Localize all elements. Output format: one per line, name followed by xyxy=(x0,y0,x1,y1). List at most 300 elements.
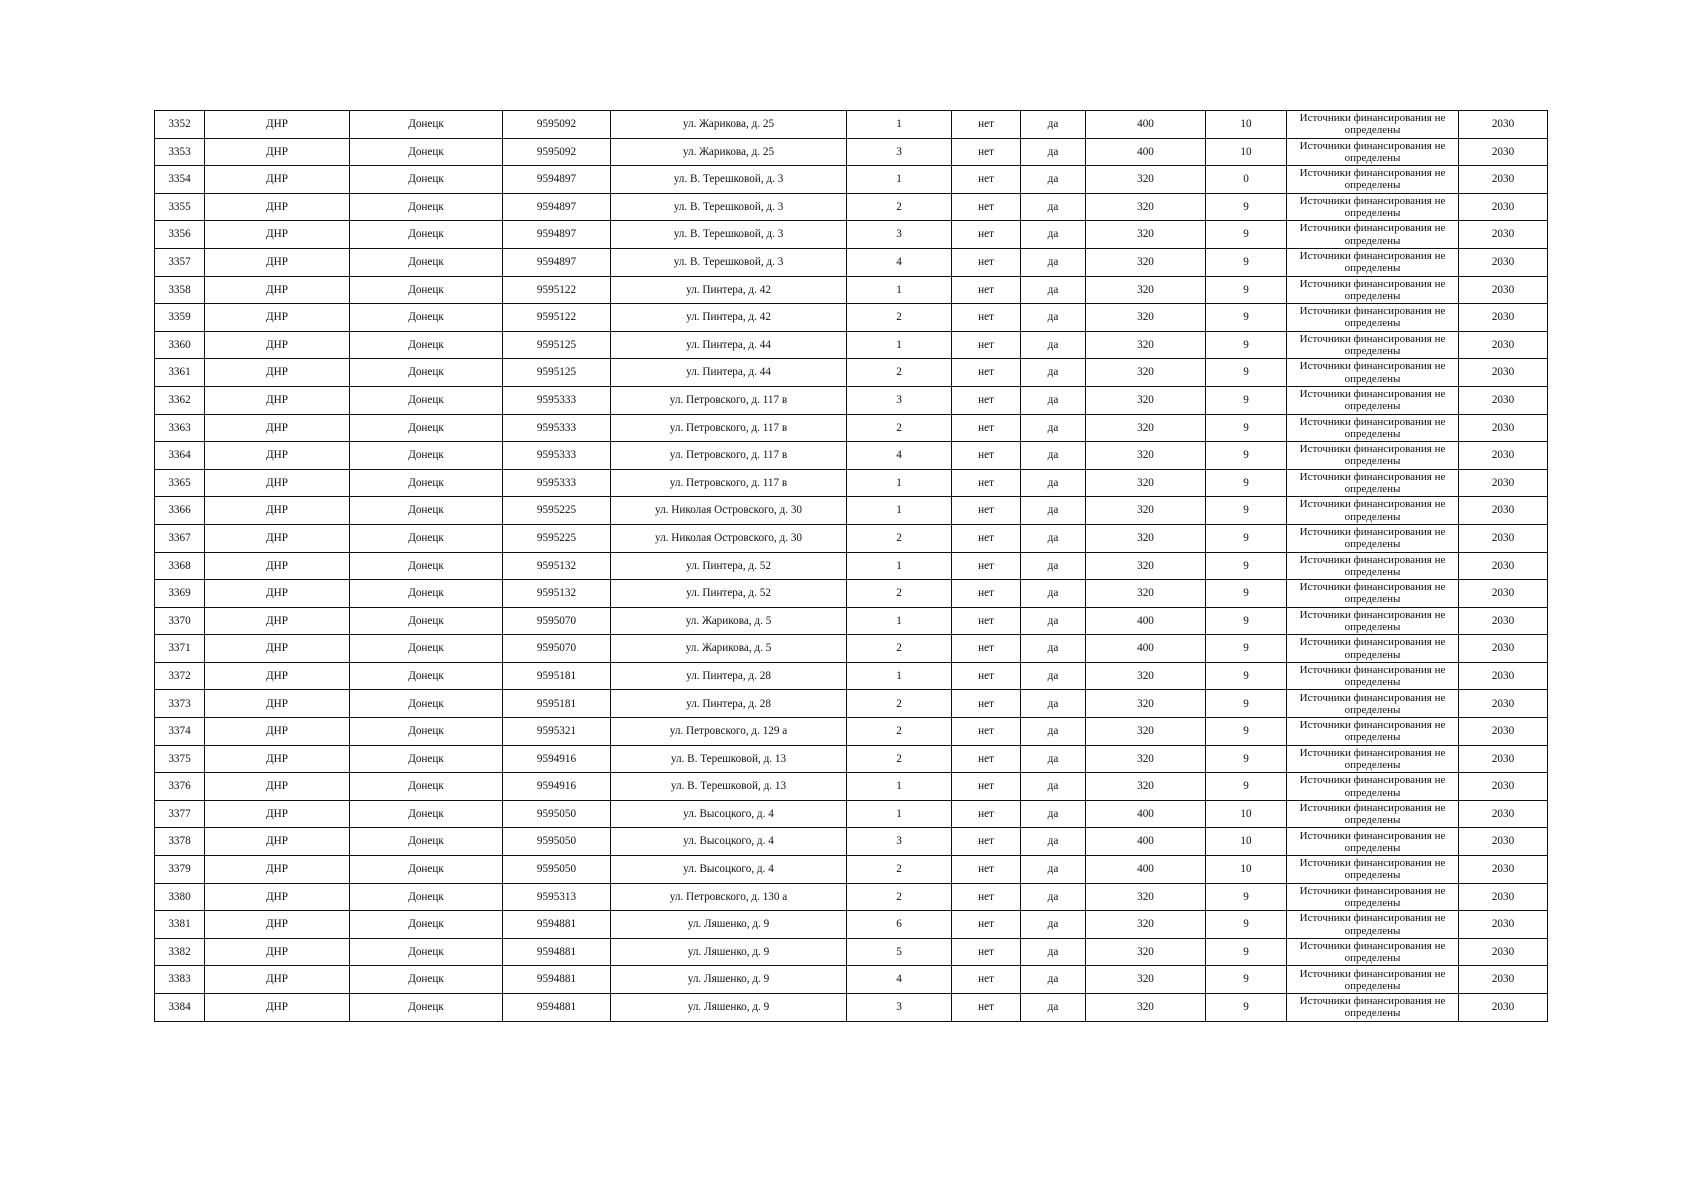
cell-floors: 0 xyxy=(1206,166,1287,194)
cell-col-yes: да xyxy=(1021,938,1086,966)
cell-region: ДНР xyxy=(205,442,350,470)
cell-financing-note: Источники финансирования не определены xyxy=(1287,800,1459,828)
cell-col-yes: да xyxy=(1021,193,1086,221)
cell-year: 2030 xyxy=(1459,552,1548,580)
cell-city: Донецк xyxy=(350,883,503,911)
cell-object-code: 9595181 xyxy=(503,662,611,690)
cell-city: Донецк xyxy=(350,166,503,194)
cell-city: Донецк xyxy=(350,994,503,1022)
cell-address: ул. Пинтера, д. 28 xyxy=(611,690,847,718)
cell-year: 2030 xyxy=(1459,883,1548,911)
cell-address: ул. Высоцкого, д. 4 xyxy=(611,856,847,884)
cell-col-yes: да xyxy=(1021,248,1086,276)
cell-row-number: 3367 xyxy=(155,524,205,552)
cell-floors: 9 xyxy=(1206,221,1287,249)
cell-entrance-number: 1 xyxy=(847,111,952,139)
cell-capacity: 320 xyxy=(1086,497,1206,525)
cell-entrance-number: 2 xyxy=(847,193,952,221)
cell-entrance-number: 4 xyxy=(847,966,952,994)
cell-capacity: 320 xyxy=(1086,745,1206,773)
cell-financing-note: Источники финансирования не определены xyxy=(1287,690,1459,718)
table-row xyxy=(155,276,1548,304)
cell-capacity: 320 xyxy=(1086,359,1206,387)
cell-col-yes: да xyxy=(1021,773,1086,801)
cell-address: ул. Петровского, д. 117 в xyxy=(611,414,847,442)
cell-region: ДНР xyxy=(205,414,350,442)
cell-col-no: нет xyxy=(952,828,1021,856)
table-row xyxy=(155,690,1548,718)
cell-capacity: 320 xyxy=(1086,248,1206,276)
table-row xyxy=(155,497,1548,525)
cell-city: Донецк xyxy=(350,221,503,249)
cell-city: Донецк xyxy=(350,552,503,580)
cell-year: 2030 xyxy=(1459,800,1548,828)
cell-city: Донецк xyxy=(350,469,503,497)
cell-row-number: 3356 xyxy=(155,221,205,249)
cell-floors: 9 xyxy=(1206,524,1287,552)
cell-entrance-number: 1 xyxy=(847,552,952,580)
cell-region: ДНР xyxy=(205,800,350,828)
cell-col-yes: да xyxy=(1021,745,1086,773)
cell-entrance-number: 2 xyxy=(847,524,952,552)
cell-region: ДНР xyxy=(205,966,350,994)
cell-col-no: нет xyxy=(952,883,1021,911)
cell-object-code: 9595321 xyxy=(503,718,611,746)
cell-entrance-number: 3 xyxy=(847,138,952,166)
cell-col-no: нет xyxy=(952,911,1021,939)
cell-row-number: 3377 xyxy=(155,800,205,828)
table-row xyxy=(155,469,1548,497)
cell-floors: 9 xyxy=(1206,718,1287,746)
cell-capacity: 320 xyxy=(1086,524,1206,552)
cell-address: ул. Петровского, д. 130 а xyxy=(611,883,847,911)
cell-capacity: 400 xyxy=(1086,828,1206,856)
cell-col-yes: да xyxy=(1021,414,1086,442)
cell-object-code: 9594881 xyxy=(503,911,611,939)
cell-address: ул. Высоцкого, д. 4 xyxy=(611,828,847,856)
cell-address: ул. Пинтера, д. 44 xyxy=(611,359,847,387)
cell-object-code: 9595132 xyxy=(503,580,611,608)
cell-object-code: 9594881 xyxy=(503,966,611,994)
cell-capacity: 320 xyxy=(1086,938,1206,966)
cell-city: Донецк xyxy=(350,856,503,884)
cell-entrance-number: 1 xyxy=(847,469,952,497)
cell-financing-note: Источники финансирования не определены xyxy=(1287,138,1459,166)
cell-city: Донецк xyxy=(350,359,503,387)
cell-capacity: 320 xyxy=(1086,304,1206,332)
cell-floors: 10 xyxy=(1206,828,1287,856)
cell-col-yes: да xyxy=(1021,359,1086,387)
cell-year: 2030 xyxy=(1459,166,1548,194)
cell-col-no: нет xyxy=(952,994,1021,1022)
cell-floors: 9 xyxy=(1206,442,1287,470)
table-row xyxy=(155,248,1548,276)
cell-capacity: 400 xyxy=(1086,800,1206,828)
cell-address: ул. Пинтера, д. 44 xyxy=(611,331,847,359)
cell-year: 2030 xyxy=(1459,911,1548,939)
cell-col-yes: да xyxy=(1021,994,1086,1022)
table-row xyxy=(155,580,1548,608)
cell-row-number: 3359 xyxy=(155,304,205,332)
cell-floors: 10 xyxy=(1206,111,1287,139)
cell-year: 2030 xyxy=(1459,414,1548,442)
cell-floors: 9 xyxy=(1206,304,1287,332)
cell-row-number: 3360 xyxy=(155,331,205,359)
cell-col-yes: да xyxy=(1021,111,1086,139)
cell-capacity: 320 xyxy=(1086,442,1206,470)
cell-col-no: нет xyxy=(952,331,1021,359)
cell-row-number: 3368 xyxy=(155,552,205,580)
cell-year: 2030 xyxy=(1459,386,1548,414)
table-row xyxy=(155,662,1548,690)
cell-col-no: нет xyxy=(952,718,1021,746)
cell-col-no: нет xyxy=(952,773,1021,801)
cell-address: ул. Николая Островского, д. 30 xyxy=(611,497,847,525)
cell-col-no: нет xyxy=(952,442,1021,470)
cell-region: ДНР xyxy=(205,386,350,414)
cell-entrance-number: 6 xyxy=(847,911,952,939)
cell-object-code: 9594897 xyxy=(503,248,611,276)
cell-financing-note: Источники финансирования не определены xyxy=(1287,607,1459,635)
cell-region: ДНР xyxy=(205,828,350,856)
cell-capacity: 400 xyxy=(1086,111,1206,139)
cell-region: ДНР xyxy=(205,718,350,746)
cell-col-no: нет xyxy=(952,497,1021,525)
cell-year: 2030 xyxy=(1459,248,1548,276)
cell-financing-note: Источники финансирования не определены xyxy=(1287,828,1459,856)
cell-col-no: нет xyxy=(952,359,1021,387)
cell-city: Донецк xyxy=(350,111,503,139)
cell-entrance-number: 1 xyxy=(847,276,952,304)
cell-col-no: нет xyxy=(952,938,1021,966)
table-row xyxy=(155,745,1548,773)
cell-city: Донецк xyxy=(350,635,503,663)
cell-year: 2030 xyxy=(1459,276,1548,304)
cell-col-no: нет xyxy=(952,552,1021,580)
cell-year: 2030 xyxy=(1459,828,1548,856)
cell-row-number: 3370 xyxy=(155,607,205,635)
cell-financing-note: Источники финансирования не определены xyxy=(1287,635,1459,663)
cell-year: 2030 xyxy=(1459,497,1548,525)
cell-city: Донецк xyxy=(350,276,503,304)
cell-col-yes: да xyxy=(1021,386,1086,414)
cell-financing-note: Источники финансирования не определены xyxy=(1287,193,1459,221)
cell-entrance-number: 1 xyxy=(847,166,952,194)
cell-address: ул. Пинтера, д. 42 xyxy=(611,304,847,332)
table-row xyxy=(155,552,1548,580)
cell-object-code: 9595070 xyxy=(503,607,611,635)
cell-region: ДНР xyxy=(205,662,350,690)
cell-capacity: 400 xyxy=(1086,607,1206,635)
cell-region: ДНР xyxy=(205,994,350,1022)
cell-region: ДНР xyxy=(205,607,350,635)
cell-financing-note: Источники финансирования не определены xyxy=(1287,111,1459,139)
cell-region: ДНР xyxy=(205,111,350,139)
cell-financing-note: Источники финансирования не определены xyxy=(1287,580,1459,608)
cell-year: 2030 xyxy=(1459,111,1548,139)
cell-row-number: 3383 xyxy=(155,966,205,994)
cell-row-number: 3352 xyxy=(155,111,205,139)
cell-row-number: 3384 xyxy=(155,994,205,1022)
cell-object-code: 9594916 xyxy=(503,745,611,773)
cell-financing-note: Источники финансирования не определены xyxy=(1287,248,1459,276)
cell-year: 2030 xyxy=(1459,304,1548,332)
cell-object-code: 9595225 xyxy=(503,524,611,552)
cell-entrance-number: 2 xyxy=(847,883,952,911)
cell-capacity: 320 xyxy=(1086,718,1206,746)
cell-year: 2030 xyxy=(1459,938,1548,966)
table-row xyxy=(155,193,1548,221)
cell-row-number: 3355 xyxy=(155,193,205,221)
cell-object-code: 9595181 xyxy=(503,690,611,718)
cell-row-number: 3363 xyxy=(155,414,205,442)
cell-financing-note: Источники финансирования не определены xyxy=(1287,524,1459,552)
table-row xyxy=(155,718,1548,746)
cell-entrance-number: 2 xyxy=(847,304,952,332)
table-body xyxy=(155,111,1548,1022)
cell-entrance-number: 2 xyxy=(847,580,952,608)
cell-col-no: нет xyxy=(952,193,1021,221)
cell-object-code: 9594916 xyxy=(503,773,611,801)
cell-region: ДНР xyxy=(205,193,350,221)
table-row xyxy=(155,856,1548,884)
cell-entrance-number: 1 xyxy=(847,773,952,801)
cell-col-yes: да xyxy=(1021,662,1086,690)
table-row xyxy=(155,938,1548,966)
cell-col-no: нет xyxy=(952,607,1021,635)
cell-entrance-number: 1 xyxy=(847,800,952,828)
cell-floors: 9 xyxy=(1206,276,1287,304)
cell-floors: 9 xyxy=(1206,773,1287,801)
cell-object-code: 9594897 xyxy=(503,166,611,194)
table-row xyxy=(155,166,1548,194)
cell-row-number: 3371 xyxy=(155,635,205,663)
cell-city: Донецк xyxy=(350,580,503,608)
cell-entrance-number: 2 xyxy=(847,414,952,442)
cell-year: 2030 xyxy=(1459,635,1548,663)
table-row xyxy=(155,883,1548,911)
cell-capacity: 320 xyxy=(1086,911,1206,939)
cell-object-code: 9595050 xyxy=(503,828,611,856)
cell-col-yes: да xyxy=(1021,497,1086,525)
cell-capacity: 320 xyxy=(1086,966,1206,994)
cell-capacity: 320 xyxy=(1086,662,1206,690)
cell-capacity: 320 xyxy=(1086,193,1206,221)
cell-year: 2030 xyxy=(1459,138,1548,166)
cell-capacity: 320 xyxy=(1086,469,1206,497)
cell-floors: 10 xyxy=(1206,138,1287,166)
cell-financing-note: Источники финансирования не определены xyxy=(1287,552,1459,580)
table-row xyxy=(155,828,1548,856)
cell-financing-note: Источники финансирования не определены xyxy=(1287,773,1459,801)
cell-entrance-number: 1 xyxy=(847,497,952,525)
cell-col-yes: да xyxy=(1021,800,1086,828)
cell-financing-note: Источники финансирования не определены xyxy=(1287,304,1459,332)
table-row xyxy=(155,607,1548,635)
cell-region: ДНР xyxy=(205,883,350,911)
cell-object-code: 9595333 xyxy=(503,442,611,470)
cell-region: ДНР xyxy=(205,304,350,332)
cell-region: ДНР xyxy=(205,276,350,304)
cell-address: ул. Ляшенко, д. 9 xyxy=(611,938,847,966)
cell-city: Донецк xyxy=(350,911,503,939)
cell-address: ул. Николая Островского, д. 30 xyxy=(611,524,847,552)
cell-object-code: 9595092 xyxy=(503,111,611,139)
cell-city: Донецк xyxy=(350,745,503,773)
cell-entrance-number: 1 xyxy=(847,662,952,690)
cell-region: ДНР xyxy=(205,138,350,166)
cell-entrance-number: 2 xyxy=(847,745,952,773)
cell-floors: 9 xyxy=(1206,966,1287,994)
cell-object-code: 9595122 xyxy=(503,304,611,332)
cell-object-code: 9595070 xyxy=(503,635,611,663)
cell-entrance-number: 2 xyxy=(847,359,952,387)
cell-city: Донецк xyxy=(350,497,503,525)
cell-col-no: нет xyxy=(952,635,1021,663)
cell-city: Донецк xyxy=(350,662,503,690)
cell-col-no: нет xyxy=(952,690,1021,718)
cell-financing-note: Источники финансирования не определены xyxy=(1287,414,1459,442)
cell-financing-note: Источники финансирования не определены xyxy=(1287,442,1459,470)
cell-object-code: 9595092 xyxy=(503,138,611,166)
cell-row-number: 3376 xyxy=(155,773,205,801)
cell-city: Донецк xyxy=(350,524,503,552)
cell-entrance-number: 3 xyxy=(847,386,952,414)
cell-city: Донецк xyxy=(350,386,503,414)
table-row xyxy=(155,635,1548,663)
cell-financing-note: Источники финансирования не определены xyxy=(1287,994,1459,1022)
cell-region: ДНР xyxy=(205,359,350,387)
cell-object-code: 9595132 xyxy=(503,552,611,580)
cell-col-yes: да xyxy=(1021,469,1086,497)
cell-col-yes: да xyxy=(1021,331,1086,359)
cell-address: ул. Ляшенко, д. 9 xyxy=(611,911,847,939)
table-row xyxy=(155,966,1548,994)
cell-floors: 10 xyxy=(1206,856,1287,884)
cell-row-number: 3357 xyxy=(155,248,205,276)
cell-region: ДНР xyxy=(205,221,350,249)
cell-financing-note: Источники финансирования не определены xyxy=(1287,745,1459,773)
cell-col-yes: да xyxy=(1021,635,1086,663)
cell-address: ул. Пинтера, д. 52 xyxy=(611,552,847,580)
cell-year: 2030 xyxy=(1459,994,1548,1022)
cell-col-no: нет xyxy=(952,524,1021,552)
cell-capacity: 320 xyxy=(1086,276,1206,304)
cell-col-yes: да xyxy=(1021,524,1086,552)
cell-col-yes: да xyxy=(1021,718,1086,746)
cell-city: Донецк xyxy=(350,828,503,856)
cell-year: 2030 xyxy=(1459,331,1548,359)
cell-floors: 9 xyxy=(1206,386,1287,414)
cell-floors: 9 xyxy=(1206,248,1287,276)
cell-address: ул. В. Терешковой, д. 3 xyxy=(611,193,847,221)
cell-col-yes: да xyxy=(1021,221,1086,249)
cell-financing-note: Источники финансирования не определены xyxy=(1287,386,1459,414)
cell-capacity: 320 xyxy=(1086,994,1206,1022)
cell-floors: 9 xyxy=(1206,497,1287,525)
cell-object-code: 9595225 xyxy=(503,497,611,525)
cell-col-no: нет xyxy=(952,304,1021,332)
cell-address: ул. Петровского, д. 129 а xyxy=(611,718,847,746)
cell-col-no: нет xyxy=(952,856,1021,884)
cell-entrance-number: 2 xyxy=(847,690,952,718)
cell-row-number: 3381 xyxy=(155,911,205,939)
cell-year: 2030 xyxy=(1459,856,1548,884)
cell-address: ул. Жарикова, д. 5 xyxy=(611,635,847,663)
cell-address: ул. Жарикова, д. 25 xyxy=(611,138,847,166)
cell-region: ДНР xyxy=(205,580,350,608)
cell-financing-note: Источники финансирования не определены xyxy=(1287,856,1459,884)
cell-floors: 9 xyxy=(1206,469,1287,497)
cell-floors: 9 xyxy=(1206,580,1287,608)
cell-year: 2030 xyxy=(1459,718,1548,746)
cell-entrance-number: 3 xyxy=(847,994,952,1022)
cell-floors: 9 xyxy=(1206,662,1287,690)
cell-year: 2030 xyxy=(1459,607,1548,635)
cell-region: ДНР xyxy=(205,856,350,884)
cell-col-yes: да xyxy=(1021,552,1086,580)
cell-col-no: нет xyxy=(952,166,1021,194)
cell-financing-note: Источники финансирования не определены xyxy=(1287,359,1459,387)
cell-financing-note: Источники финансирования не определены xyxy=(1287,966,1459,994)
cell-region: ДНР xyxy=(205,497,350,525)
cell-object-code: 9595125 xyxy=(503,359,611,387)
cell-city: Донецк xyxy=(350,138,503,166)
cell-col-yes: да xyxy=(1021,828,1086,856)
cell-capacity: 400 xyxy=(1086,856,1206,884)
cell-row-number: 3362 xyxy=(155,386,205,414)
cell-col-yes: да xyxy=(1021,580,1086,608)
cell-financing-note: Источники финансирования не определены xyxy=(1287,276,1459,304)
cell-col-yes: да xyxy=(1021,304,1086,332)
cell-city: Донецк xyxy=(350,607,503,635)
cell-city: Донецк xyxy=(350,414,503,442)
cell-col-no: нет xyxy=(952,386,1021,414)
cell-capacity: 400 xyxy=(1086,138,1206,166)
cell-address: ул. Петровского, д. 117 в xyxy=(611,469,847,497)
cell-col-yes: да xyxy=(1021,856,1086,884)
cell-address: ул. Жарикова, д. 5 xyxy=(611,607,847,635)
cell-row-number: 3353 xyxy=(155,138,205,166)
cell-year: 2030 xyxy=(1459,221,1548,249)
cell-col-yes: да xyxy=(1021,883,1086,911)
cell-col-no: нет xyxy=(952,800,1021,828)
cell-financing-note: Источники финансирования не определены xyxy=(1287,166,1459,194)
cell-object-code: 9594897 xyxy=(503,193,611,221)
cell-col-yes: да xyxy=(1021,166,1086,194)
cell-floors: 9 xyxy=(1206,994,1287,1022)
cell-region: ДНР xyxy=(205,690,350,718)
cell-col-no: нет xyxy=(952,111,1021,139)
cell-region: ДНР xyxy=(205,331,350,359)
cell-address: ул. Петровского, д. 117 в xyxy=(611,386,847,414)
cell-floors: 9 xyxy=(1206,938,1287,966)
cell-object-code: 9595122 xyxy=(503,276,611,304)
cell-capacity: 320 xyxy=(1086,883,1206,911)
cell-city: Донецк xyxy=(350,690,503,718)
cell-col-no: нет xyxy=(952,469,1021,497)
cell-object-code: 9595050 xyxy=(503,800,611,828)
cell-entrance-number: 3 xyxy=(847,828,952,856)
cell-financing-note: Источники финансирования не определены xyxy=(1287,469,1459,497)
cell-col-yes: да xyxy=(1021,138,1086,166)
cell-financing-note: Источники финансирования не определены xyxy=(1287,883,1459,911)
cell-row-number: 3378 xyxy=(155,828,205,856)
cell-object-code: 9595333 xyxy=(503,386,611,414)
cell-year: 2030 xyxy=(1459,745,1548,773)
cell-col-yes: да xyxy=(1021,442,1086,470)
table-row xyxy=(155,994,1548,1022)
